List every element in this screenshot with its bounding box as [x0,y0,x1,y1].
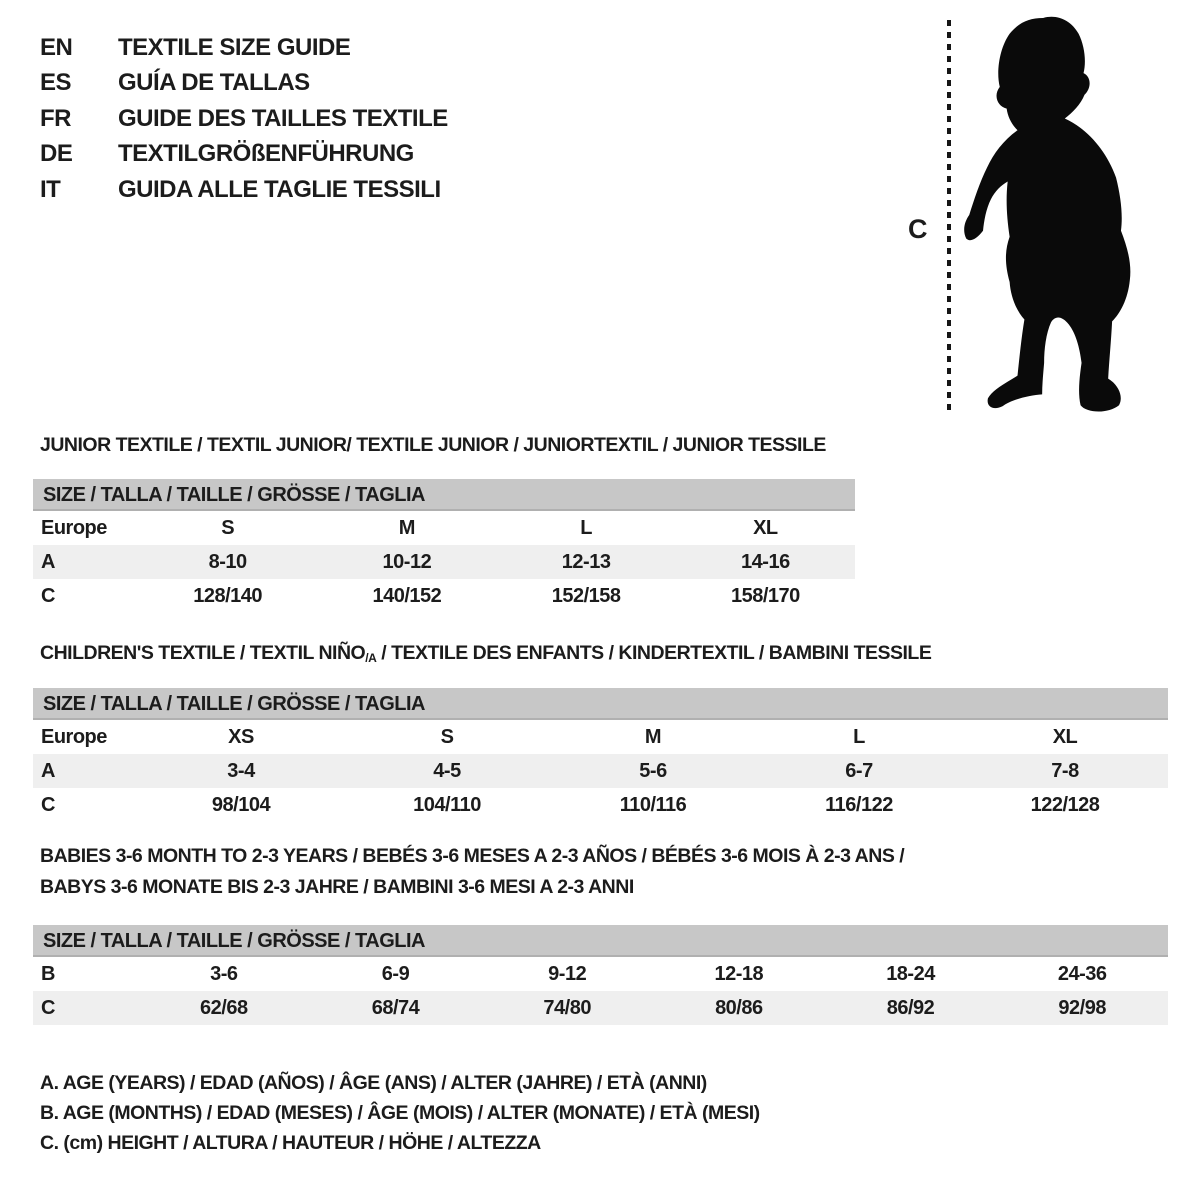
babies-section-title-line2 [40,876,634,899]
table-cell: 122/128 [1030,793,1100,816]
language-code: FR [40,104,71,132]
table-row-age-years [33,545,855,579]
guide-title-de: TEXTILGRÖßENFÜHRUNG [118,140,414,168]
table-cell: 104/110 [413,793,481,816]
table-cell: 152/158 [551,584,621,607]
size-table-header: SIZE / TALLA / TAILLE / GRÖSSE / TAGLIA [33,925,1168,957]
toddler-silhouette-icon [958,14,1146,418]
table-cell: 80/86 [715,996,763,1019]
table-cell: 6-9 [381,962,410,985]
row-label: C [41,793,55,816]
language-row-it [40,172,448,208]
language-code: EN [40,33,73,61]
table-cell: XS [228,725,254,748]
junior-section-title-text: JUNIOR TEXTILE / TEXTIL JUNIOR/ TEXTILE JUNIOR / JUNIORTEXTIL / JUNIOR TESSILE [40,434,826,456]
row-label: A [41,550,55,573]
guide-title-fr: GUIDE DES TAILLES TEXTILE [118,104,448,132]
children-size-table [33,688,1168,822]
junior-section-title [40,434,826,457]
guide-title-es: GUÍA DE TALLAS [118,69,310,97]
table-cell: 12-18 [714,962,764,985]
size-table-header: SIZE / TALLA / TAILLE / GRÖSSE / TAGLIA [33,688,1168,720]
language-row-en [40,30,448,66]
language-code: ES [40,69,72,97]
legend-line-b: B. AGE (MONTHS) / EDAD (MESES) / ÂGE (MOIS) / ALTER (MONATE) / ETÀ (MESI) [40,1102,760,1124]
table-row-age-months [33,957,1168,991]
table-cell: 7-8 [1051,759,1079,782]
table-cell: 5-6 [639,759,667,782]
size-table-header: SIZE / TALLA / TAILLE / GRÖSSE / TAGLIA [33,479,855,511]
table-cell: 12-13 [561,550,611,573]
table-row-height [33,579,855,613]
table-cell: 98/104 [211,793,271,816]
language-code: IT [40,175,61,203]
row-label: A [41,759,55,782]
table-cell: M [644,725,662,748]
guide-title-it: GUIDA ALLE TAGLIE TESSILI [118,175,441,203]
legend-line-c: C. (cm) HEIGHT / ALTURA / HAUTEUR / HÖHE / ALTEZZA [40,1132,541,1154]
table-cell: 4-5 [433,759,461,782]
table-cell: 158/170 [730,584,800,607]
table-cell: XL [1052,725,1078,748]
legend-line-a: A. AGE (YEARS) / EDAD (AÑOS) / ÂGE (ANS) / ALTER (JAHRE) / ETÀ (ANNI) [40,1072,707,1094]
table-cell: 62/68 [200,996,248,1019]
table-row-europe [33,511,855,545]
babies-section-title-line1 [40,845,904,868]
table-cell: 92/98 [1058,996,1106,1019]
table-cell: 116/122 [825,793,893,816]
table-row-height [33,788,1168,822]
table-row-europe [33,720,1168,754]
language-row-es [40,66,448,102]
babies-size-table [33,925,1168,1025]
row-label: Europe [41,725,107,748]
children-title-sub: /A [365,651,377,666]
table-cell: XL [753,516,778,539]
row-label: B [41,962,55,985]
guide-title-en: TEXTILE SIZE GUIDE [118,33,351,61]
height-measure-dashed-line [947,20,951,416]
row-label: C [41,584,55,607]
height-measure-label: C [908,214,927,244]
children-title-after: / TEXTILE DES ENFANTS / KINDERTEXTIL / BAMBINI TESSILE [376,642,932,664]
row-label: Europe [41,516,107,539]
language-code: DE [40,140,73,168]
table-cell: 9-12 [548,962,587,985]
table-cell: 110/116 [619,793,687,816]
table-cell: 140/152 [372,584,442,607]
language-row-fr [40,101,448,137]
table-cell: 86/92 [886,996,935,1019]
babies-title-line1-text: BABIES 3-6 MONTH TO 2-3 YEARS / BEBÉS 3-6 MESES A 2-3 AÑOS / BÉBÉS 3-6 MOIS À 2-3 ANS / [40,845,905,867]
table-cell: 8-10 [208,550,247,573]
table-row-height [33,991,1168,1025]
table-row-age-years [33,754,1168,788]
table-cell: 10-12 [382,550,432,573]
table-cell: 128/140 [193,584,263,607]
children-section-title [40,642,931,665]
table-cell: 68/74 [371,996,420,1019]
children-title-before: CHILDREN'S TEXTILE / TEXTIL NIÑO [40,642,366,664]
table-cell: S [440,725,454,748]
table-cell: L [580,516,592,539]
table-cell: M [398,516,415,539]
row-label: C [41,996,55,1019]
language-row-de [40,137,448,173]
table-cell: S [221,516,235,539]
table-cell: 14-16 [741,550,790,573]
table-cell: 3-6 [210,962,238,985]
language-title-list [40,30,448,208]
table-cell: L [853,725,865,748]
table-cell: 6-7 [845,759,873,782]
table-cell: 3-4 [227,759,255,782]
babies-title-line2-text: BABYS 3-6 MONATE BIS 2-3 JAHRE / BAMBINI 3-6 MESI A 2-3 ANNI [40,876,634,898]
table-cell: 18-24 [886,962,935,985]
junior-size-table [33,479,855,613]
table-cell: 74/80 [543,996,591,1019]
table-cell: 24-36 [1057,962,1107,985]
